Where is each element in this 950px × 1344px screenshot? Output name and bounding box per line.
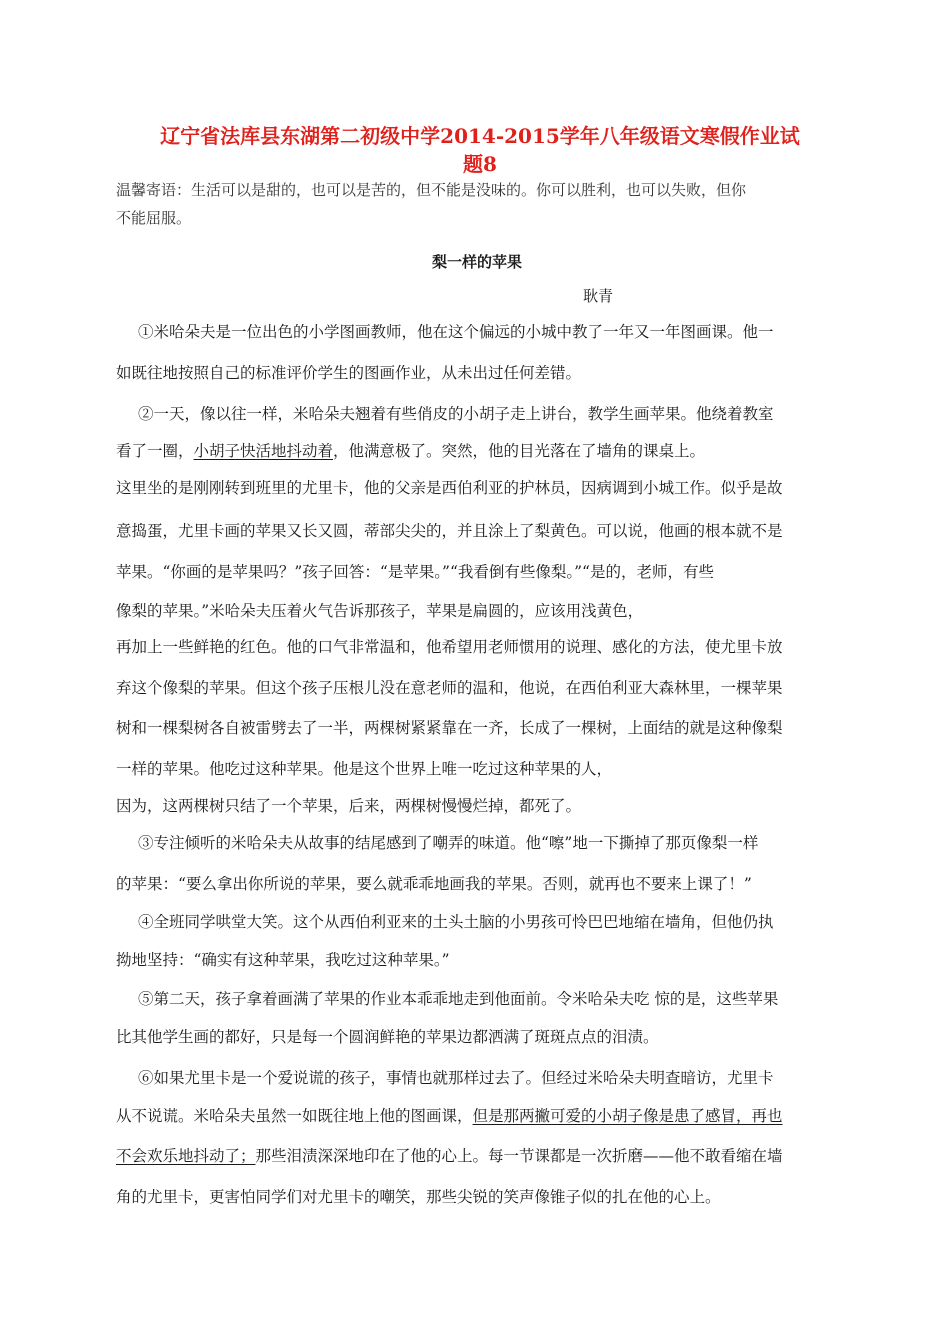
text-line: 弃这个像梨的苹果。但这个孩子压根儿没在意老师的温和，他说，在西伯利亚大森林里，一棵苹果 [116, 679, 783, 697]
text-line [116, 1144, 838, 1168]
text-line: ④全班同学哄堂大笑。这个从西伯利亚来的土头土脑的小男孩可怜巴巴地缩在墙角，但他仍执 [138, 913, 774, 931]
text-line: 这里坐的是刚刚转到班里的尤里卡，他的父亲是西伯利亚的护林员，因病调到小城工作。似乎是故 [116, 479, 783, 497]
text-line: ⑤第二天，孩子拿着画满了苹果的作业本乖乖地走到他面前。令米哈朵夫吃 惊的是，这些苹果 [138, 990, 779, 1008]
text-line: 一样的苹果。他吃过这种苹果。他是这个世界上唯一吃过这种苹果的人， [116, 760, 613, 778]
story-author: 耿青 [583, 287, 614, 305]
text-line: 比其他学生画的都好，只是每一个圆润鲜艳的苹果边都洒满了斑斑点点的泪渍。 [116, 1028, 659, 1046]
text-line: 树和一棵梨树各自被雷劈去了一半，两棵树紧紧靠在一齐，长成了一棵树，上面结的就是这种像梨 [116, 719, 783, 737]
underlined-phrase: 但是那两撇可爱的小胡子像是患了感冒，再也 [472, 1107, 783, 1125]
text-span: 看了一圈， [116, 442, 194, 460]
text-line [116, 1104, 838, 1128]
text-line: 如既往地按照自己的标准评价学生的图画作业，从未出过任何差错。 [116, 364, 582, 382]
text-line: 因为，这两棵树只结了一个苹果，后来，两棵树慢慢烂掉，都死了。 [116, 797, 582, 815]
text-line: ①米哈朵夫是一位出色的小学图画教师，他在这个偏远的小城中教了一年又一年图画课。他一 [138, 323, 774, 341]
text-line: ②一天，像以往一样，米哈朵夫翘着有些俏皮的小胡子走上讲台，教学生画苹果。他绕着教室 [138, 405, 774, 423]
text-span: 从不说谎。米哈朵夫虽然一如既往地上他的图画课， [116, 1107, 473, 1125]
text-line: 的苹果：“要么拿出你所说的苹果，要么就乖乖地画我的苹果。否则，就再也不要来上课了！” [116, 875, 752, 893]
text-line: 再加上一些鲜艳的红色。他的口气非常温和，他希望用老师惯用的说理、感化的方法，使尤里卡放 [116, 638, 783, 656]
greeting-line-2: 不能屈服。 [116, 209, 192, 227]
text-line: 拗地坚持：“确实有这种苹果，我吃过这种苹果。” [116, 951, 450, 969]
underlined-phrase: 小胡子快活地抖动着 [193, 442, 334, 460]
greeting-line-1: 温馨寄语：生活可以是甜的，也可以是苦的，但不能是没味的。你可以胜利，也可以失败，但你 [116, 181, 747, 199]
document-title-line-1: 辽宁省法库县东湖第二初级中学2014-2015学年八年级语文寒假作业试 [160, 124, 800, 148]
underlined-phrase: 不会欢乐地抖动了； [116, 1147, 256, 1165]
text-line: ⑥如果尤里卡是一个爱说谎的孩子，事情也就那样过去了。但经过米哈朵夫明查暗访，尤里卡 [138, 1069, 774, 1087]
text-span: 那些泪渍深深地印在了他的心上。每一节课都是一次折磨——他不敢看缩在墙 [255, 1147, 783, 1165]
text-span: ，他满意极了。突然，他的目光落在了墙角的课桌上。 [333, 442, 706, 460]
text-line: 像梨的苹果。”米哈朵夫压着火气告诉那孩子，苹果是扁圆的，应该用浅黄色， [116, 602, 644, 620]
text-line [116, 439, 838, 463]
text-line: 意捣蛋，尤里卡画的苹果又长又圆，蒂部尖尖的，并且涂上了梨黄色。可以说，他画的根本就不是 [116, 522, 783, 540]
text-line: ③专注倾听的米哈朵夫从故事的结尾感到了嘲弄的味道。他“嚓”地一下撕掉了那页像梨一样 [138, 834, 759, 852]
text-line: 角的尤里卡，更害怕同学们对尤里卡的嘲笑，那些尖锐的笑声像锥子似的扎在他的心上。 [116, 1188, 721, 1206]
document-title-line-2: 题8 [463, 152, 497, 176]
story-title: 梨一样的苹果 [431, 253, 522, 271]
text-line: 苹果。“你画的是苹果吗？”孩子回答：“是苹果。”“我看倒有些像梨。”“是的，老师，有些 [116, 563, 714, 581]
